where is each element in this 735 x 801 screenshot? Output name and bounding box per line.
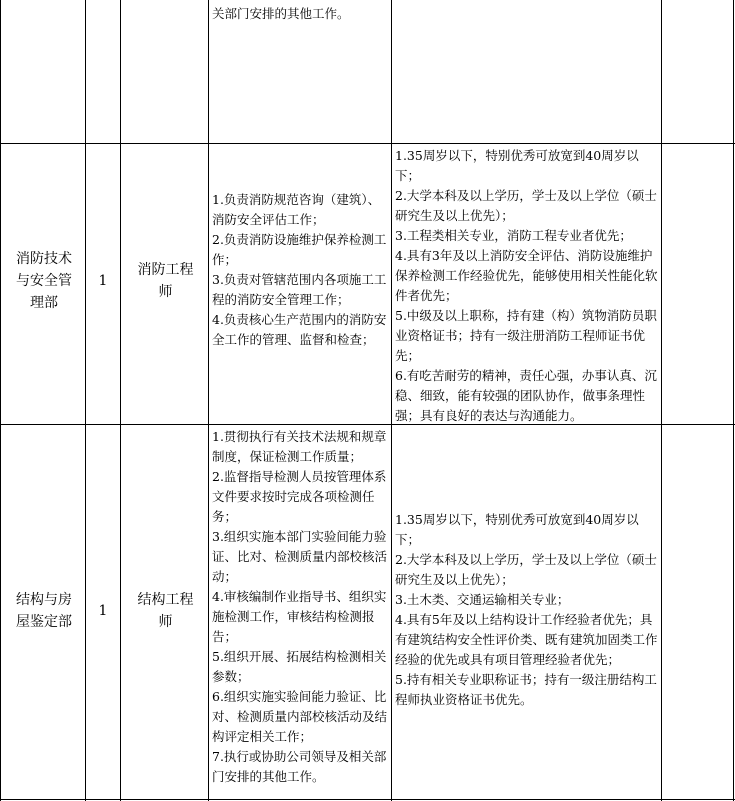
top-row-duties-tail — [212, 4, 388, 24]
requirement-item: 4.具有5年及以上结构设计工作经验者优先；具有建筑结构安全性评价类、既有建筑加固类工作经验的优先或具有项目管理经验者优先； — [395, 612, 658, 667]
row2-position-cell — [121, 425, 208, 799]
row1-requirements-cell — [395, 146, 659, 426]
duties-tail-text: 关部门安排的其他工作。 — [212, 6, 350, 21]
row2-headcount-cell — [86, 425, 120, 799]
position-title: 结构工程师 — [137, 592, 194, 630]
requirement-item: 4.具有3年及以上消防安全评估、消防设施维护保养检测工作经验优先，能够使用相关性能化软件者优先； — [395, 248, 658, 303]
requirement-item: 2.大学本科及以上学历，学士及以上学位（硕士研究生及以上优先）； — [395, 552, 657, 587]
duty-item: 1.贯彻执行有关技术法规和规章制度，保证检测工作质量； — [212, 429, 387, 464]
requirements-list — [395, 510, 659, 710]
requirement-item: 5.中级及以上职称，持有建（构）筑物消防员职业资格证书；持有一级注册消防工程师证书优先； — [395, 308, 657, 363]
headcount: 1 — [98, 273, 108, 289]
duty-item: 6.组织实施实验间能力验证、比对、检测质量内部校核活动及结构评定相关工作； — [212, 689, 388, 744]
col-divider-5 — [661, 0, 662, 801]
row1-department-cell — [1, 144, 85, 424]
col-divider-4 — [391, 0, 392, 801]
duty-item: 7.执行或协助公司领导及相关部门安排的其他工作。 — [212, 749, 387, 784]
requirement-item: 5.持有相关专业职称证书；持有一级注册结构工程师执业资格证书优先。 — [395, 672, 657, 707]
col-divider-3 — [208, 0, 209, 801]
row1-position-cell — [121, 144, 208, 424]
duty-item: 5.组织开展、拓展结构检测相关参数； — [212, 649, 387, 684]
row-divider-bottom — [0, 799, 735, 800]
position-title: 消防工程师 — [137, 262, 194, 300]
requirement-item: 6.有吃苦耐劳的精神，责任心强，办事认真、沉稳、细致，能有较强的团队协作，做事条理性强；具有良好的表达与沟通能力。 — [395, 368, 657, 423]
duties-list — [212, 190, 387, 350]
row2-department-cell — [1, 425, 85, 799]
requirement-item: 1.35周岁以下，特别优秀可放宽到40周岁以下； — [395, 148, 639, 183]
department-name: 消防技术与安全管理部 — [16, 251, 72, 311]
headcount: 1 — [98, 603, 108, 619]
row1-duties-cell — [212, 190, 387, 350]
duty-item: 2.负责消防设施维护保养检测工作； — [212, 232, 387, 267]
row1-headcount-cell — [86, 144, 120, 424]
duty-item: 1.负责消防规范咨询（建筑）、消防安全评估工作； — [212, 192, 381, 227]
duties-list — [212, 427, 387, 787]
row2-duties-cell — [212, 427, 387, 787]
requirement-item: 2.大学本科及以上学历，学士及以上学位（硕士研究生及以上优先）； — [395, 188, 657, 223]
department-name: 结构与房屋鉴定部 — [16, 592, 72, 630]
duty-item: 4.负责核心生产范围内的消防安全工作的管理、监督和检查； — [212, 312, 387, 347]
requirement-item: 3.土木类、交通运输相关专业； — [395, 592, 570, 607]
duty-item: 2.监督指导检测人员按管理体系文件要求按时完成各项检测任务； — [212, 469, 387, 524]
requirement-item: 1.35周岁以下，特别优秀可放宽到40周岁以下； — [395, 512, 639, 547]
requirements-list — [395, 146, 659, 426]
duty-item: 3.组织实施本部门实验间能力验证、比对、检测质量内部校核活动； — [212, 529, 388, 584]
requirement-item: 3.工程类相关专业，消防工程专业者优先； — [395, 228, 632, 243]
row2-requirements-cell — [395, 510, 659, 710]
duty-item: 4.审核编制作业指导书、组织实施检测工作，审核结构检测报告； — [212, 589, 387, 644]
col-divider-6 — [733, 0, 734, 801]
duty-item: 3.负责对管辖范围内各项施工工程的消防安全管理工作； — [212, 272, 387, 307]
